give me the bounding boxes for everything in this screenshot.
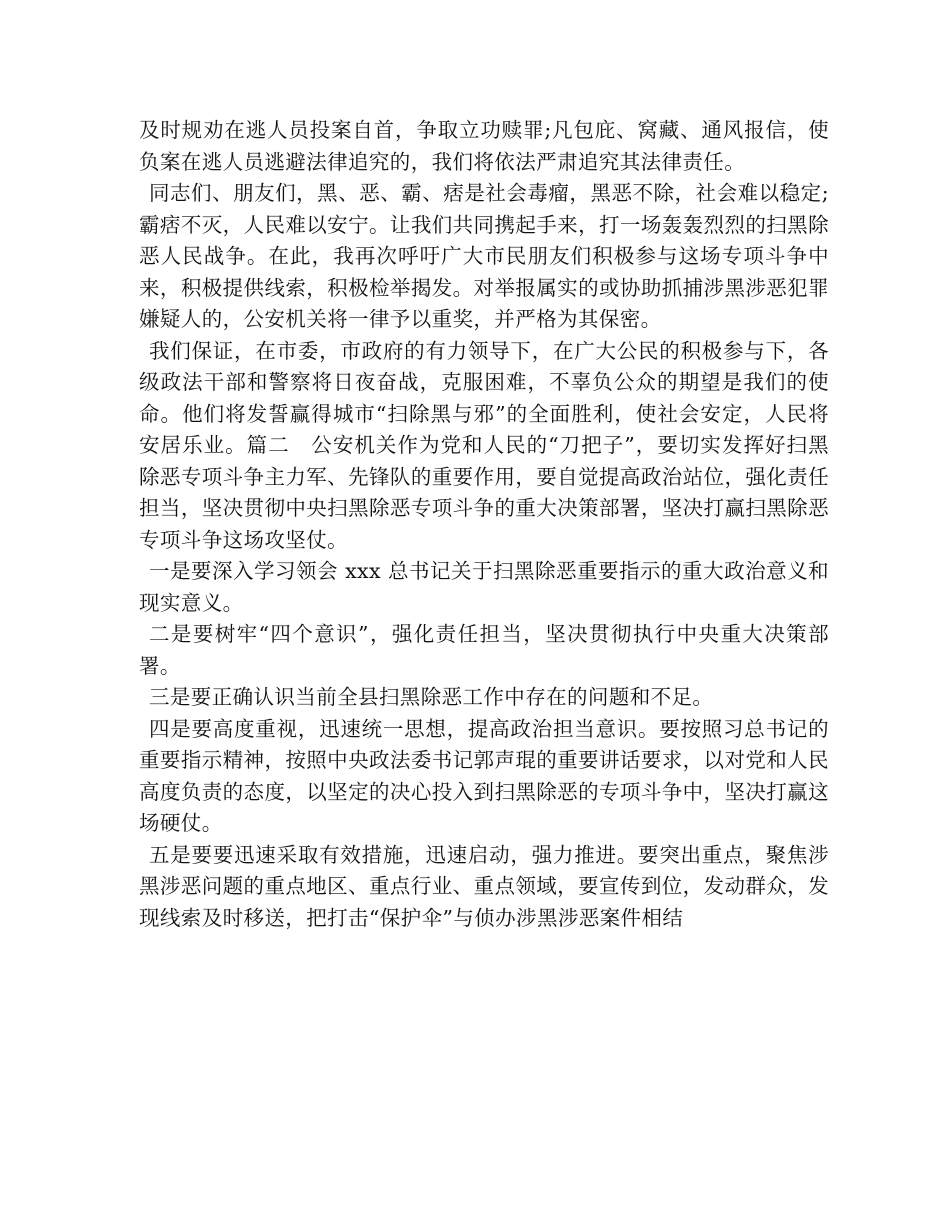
- document-body: [139, 115, 829, 934]
- paragraph-6: 三是要正确认识当前全县扫黑除恶工作中存在的问题和不足。: [149, 685, 714, 709]
- paragraph-2: 同志们、朋友们，黑、恶、霸、痞是社会毒瘤，黑恶不除，社会难以稳定;霸痞不灭，人民难以安宁。让我们共同携起手来，打一场轰轰烈烈的扫黑除恶人民战争。在此，我再次呼吁广大市民朋友们积极参与这场专项斗争中来，积极提供线索，积极检举揭发。对举报属实的或协助抓捕涉黑涉恶犯罪嫌疑人的，公安机关将一律予以重奖，并严格为其保密。: [139, 181, 829, 331]
- paragraph-4: 一是要深入学习领会 xxx 总书记关于扫黑除恶重要指示的重大政治意义和现实意义。: [139, 559, 829, 615]
- paragraph-3: 我们保证，在市委，市政府的有力领导下，在广大公民的积极参与下，各级政法干部和警察将日夜奋战，克服困难，不辜负公众的期望是我们的使命。他们将发誓赢得城市“扫除黑与邪”的全面胜利，使社会安定，人民将安居乐业。篇二 公安机关作为党和人民的“刀把子”，要切实发挥好扫黑除恶专项斗争主力军、先锋队的重要作用，要自觉提高政治站位，强化责任担当，坚决贯彻中央扫黑除恶专项斗争的重大决策部署，坚决打赢扫黑除恶专项斗争这场攻坚仗。: [139, 338, 829, 552]
- paragraph-7: 四是要高度重视，迅速统一思想，提高政治担当意识。要按照习总书记的重要指示精神，按照中央政法委书记郭声琨的重要讲话要求，以对党和人民高度负责的态度，以坚定的决心投入到扫黑除恶的专项斗争中，坚决打赢这场硬仗。: [139, 716, 829, 835]
- paragraph-1: 及时规劝在逃人员投案自首，争取立功赎罪;凡包庇、窝藏、通风报信，使负案在逃人员逃避法律追究的，我们将依法严肃追究其法律责任。: [139, 118, 829, 174]
- paragraph-5: 二是要树牢“四个意识”，强化责任担当，坚决贯彻执行中央重大决策部署。: [139, 622, 829, 678]
- paragraph-8: 五是要要迅速采取有效措施，迅速启动，强力推进。要突出重点，聚焦涉黑涉恶问题的重点地区、重点行业、重点领域，要宣传到位，发动群众，发现线索及时移送，把打击“保护伞”与侦办涉黑涉恶案件相结: [139, 842, 829, 930]
